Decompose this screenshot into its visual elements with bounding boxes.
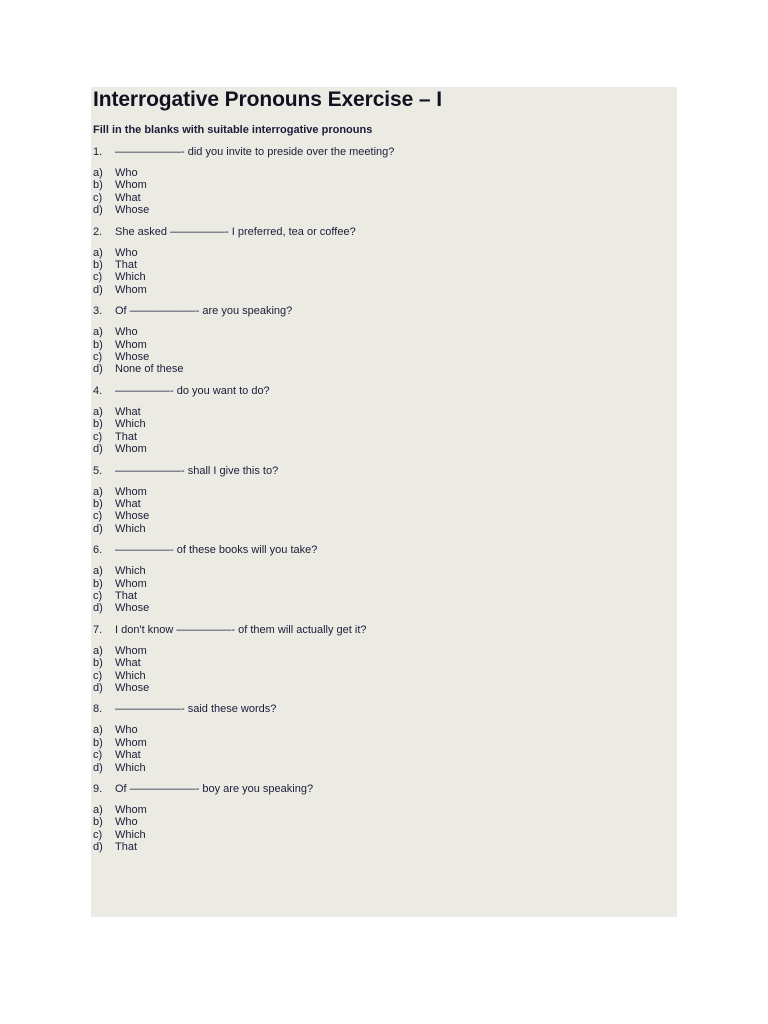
option-item bbox=[93, 363, 673, 375]
question-block bbox=[93, 465, 673, 536]
option-label: c) bbox=[93, 430, 103, 443]
option-label: d) bbox=[93, 761, 103, 774]
question-block bbox=[93, 146, 673, 217]
option-item bbox=[93, 271, 673, 283]
option-item bbox=[93, 737, 673, 749]
option-label: c) bbox=[93, 510, 103, 523]
option-label: b) bbox=[93, 179, 103, 192]
option-label: a) bbox=[93, 485, 103, 498]
option-item bbox=[93, 565, 673, 577]
option-label: b) bbox=[93, 577, 103, 590]
option-list bbox=[93, 167, 673, 217]
option-label: c) bbox=[93, 749, 103, 762]
option-label: c) bbox=[93, 669, 103, 682]
option-item bbox=[93, 670, 673, 682]
option-item bbox=[93, 259, 673, 271]
option-label: d) bbox=[93, 841, 103, 854]
option-label: a) bbox=[93, 326, 103, 339]
option-label: d) bbox=[93, 681, 103, 694]
question-number: 6. bbox=[93, 544, 103, 557]
option-label: a) bbox=[93, 405, 103, 418]
option-text: What bbox=[115, 497, 141, 510]
option-item bbox=[93, 510, 673, 522]
option-text: Whom bbox=[115, 283, 147, 296]
question-line bbox=[93, 624, 673, 637]
option-list bbox=[93, 565, 673, 615]
option-item bbox=[93, 657, 673, 669]
option-text: That bbox=[115, 430, 138, 443]
option-text: What bbox=[115, 405, 141, 418]
option-item bbox=[93, 486, 673, 498]
option-item bbox=[93, 179, 673, 191]
option-text: Whose bbox=[115, 204, 150, 217]
option-text: Which bbox=[115, 418, 146, 431]
option-text: Which bbox=[115, 522, 146, 535]
option-label: d) bbox=[93, 443, 103, 456]
option-item bbox=[93, 431, 673, 443]
option-label: d) bbox=[93, 363, 103, 376]
question-line bbox=[93, 305, 673, 318]
question-text: She asked —————- I preferred, tea or coffee? bbox=[115, 225, 356, 238]
option-text: Who bbox=[115, 816, 138, 829]
option-item bbox=[93, 590, 673, 602]
question-block bbox=[93, 783, 673, 854]
option-text: Whose bbox=[115, 602, 150, 615]
option-label: a) bbox=[93, 804, 103, 816]
option-item bbox=[93, 578, 673, 590]
option-text: Who bbox=[115, 246, 138, 259]
option-label: b) bbox=[93, 736, 103, 749]
option-label: d) bbox=[93, 204, 103, 217]
option-text: Which bbox=[115, 669, 146, 682]
page-title: Interrogative Pronouns Exercise – I bbox=[93, 88, 442, 111]
question-block bbox=[93, 305, 673, 376]
question-text: ——————- said these words? bbox=[115, 703, 277, 716]
option-text: Whose bbox=[115, 510, 150, 523]
option-text: Whom bbox=[115, 485, 147, 498]
option-item bbox=[93, 762, 673, 774]
option-label: a) bbox=[93, 724, 103, 737]
document-content bbox=[93, 88, 673, 854]
option-text: Whom bbox=[115, 736, 147, 749]
question-text: ——————- shall I give this to? bbox=[115, 464, 279, 477]
option-list bbox=[93, 326, 673, 376]
option-item bbox=[93, 443, 673, 455]
question-number: 1. bbox=[93, 146, 103, 158]
option-text: That bbox=[115, 589, 138, 602]
option-item bbox=[93, 724, 673, 736]
question-line bbox=[93, 226, 673, 239]
question-number: 2. bbox=[93, 225, 103, 238]
option-label: a) bbox=[93, 565, 103, 578]
option-text: Whom bbox=[115, 644, 147, 657]
question-block bbox=[93, 703, 673, 774]
option-text: Whom bbox=[115, 179, 147, 192]
question-text: Of ——————- are you speaking? bbox=[115, 305, 293, 318]
option-label: b) bbox=[93, 497, 103, 510]
option-text: Who bbox=[115, 167, 138, 179]
option-label: a) bbox=[93, 246, 103, 259]
question-text: I don't know —————- of them will actually get it? bbox=[115, 623, 367, 636]
option-text: Whose bbox=[115, 681, 150, 694]
option-label: b) bbox=[93, 657, 103, 670]
question-number: 9. bbox=[93, 783, 103, 795]
question-block bbox=[93, 624, 673, 695]
option-item bbox=[93, 804, 673, 816]
option-text: Who bbox=[115, 326, 138, 339]
option-text: Whom bbox=[115, 577, 147, 590]
option-label: d) bbox=[93, 602, 103, 615]
option-item bbox=[93, 645, 673, 657]
option-label: d) bbox=[93, 522, 103, 535]
option-item bbox=[93, 351, 673, 363]
question-number: 8. bbox=[93, 703, 103, 716]
option-list bbox=[93, 486, 673, 536]
question-block bbox=[93, 544, 673, 615]
option-label: b) bbox=[93, 338, 103, 351]
option-label: d) bbox=[93, 283, 103, 296]
question-line bbox=[93, 385, 673, 398]
option-label: c) bbox=[93, 828, 103, 841]
option-text: What bbox=[115, 191, 141, 204]
option-text: Which bbox=[115, 271, 146, 284]
option-text: None of these bbox=[115, 363, 184, 376]
option-item bbox=[93, 682, 673, 694]
question-text: —————- do you want to do? bbox=[115, 384, 270, 397]
option-item bbox=[93, 418, 673, 430]
option-label: b) bbox=[93, 418, 103, 431]
question-number: 5. bbox=[93, 464, 103, 477]
option-list bbox=[93, 724, 673, 774]
option-text: Who bbox=[115, 724, 138, 737]
question-line bbox=[93, 703, 673, 716]
option-item bbox=[93, 284, 673, 296]
question-line bbox=[93, 465, 673, 478]
option-item bbox=[93, 602, 673, 614]
question-number: 7. bbox=[93, 623, 103, 636]
option-list bbox=[93, 804, 673, 854]
option-list bbox=[93, 406, 673, 456]
option-text: That bbox=[115, 841, 138, 854]
option-text: Which bbox=[115, 761, 146, 774]
option-list bbox=[93, 247, 673, 297]
option-label: a) bbox=[93, 644, 103, 657]
question-number: 3. bbox=[93, 305, 103, 318]
question-text: ——————- did you invite to preside over the meeting? bbox=[115, 146, 395, 158]
option-label: c) bbox=[93, 589, 103, 602]
option-label: a) bbox=[93, 167, 103, 179]
option-item bbox=[93, 406, 673, 418]
option-label: c) bbox=[93, 271, 103, 284]
question-line bbox=[93, 544, 673, 557]
option-label: b) bbox=[93, 816, 103, 829]
option-label: c) bbox=[93, 191, 103, 204]
question-block bbox=[93, 226, 673, 297]
question-text: —————- of these books will you take? bbox=[115, 544, 318, 557]
option-label: b) bbox=[93, 259, 103, 272]
question-line bbox=[93, 146, 673, 159]
question-number: 4. bbox=[93, 384, 103, 397]
option-text: Whom bbox=[115, 443, 147, 456]
option-item bbox=[93, 829, 673, 841]
option-item bbox=[93, 204, 673, 216]
option-text: Whom bbox=[115, 338, 147, 351]
question-line bbox=[93, 783, 673, 796]
option-text: Whom bbox=[115, 804, 147, 816]
option-text: Which bbox=[115, 828, 146, 841]
option-label: c) bbox=[93, 351, 103, 364]
option-item bbox=[93, 192, 673, 204]
question-list bbox=[93, 146, 673, 854]
option-item bbox=[93, 339, 673, 351]
option-text: What bbox=[115, 657, 141, 670]
option-item bbox=[93, 841, 673, 853]
question-block bbox=[93, 385, 673, 456]
option-text: That bbox=[115, 259, 138, 272]
option-text: Whose bbox=[115, 351, 150, 364]
option-item bbox=[93, 167, 673, 179]
option-item bbox=[93, 523, 673, 535]
option-item bbox=[93, 247, 673, 259]
question-text: Of ——————- boy are you speaking? bbox=[115, 783, 314, 795]
option-item bbox=[93, 326, 673, 338]
option-list bbox=[93, 645, 673, 695]
instruction-text: Fill in the blanks with suitable interrogative pronouns bbox=[93, 124, 373, 136]
option-item bbox=[93, 498, 673, 510]
option-text: Which bbox=[115, 565, 146, 578]
option-item bbox=[93, 816, 673, 828]
option-item bbox=[93, 749, 673, 761]
option-text: What bbox=[115, 749, 141, 762]
